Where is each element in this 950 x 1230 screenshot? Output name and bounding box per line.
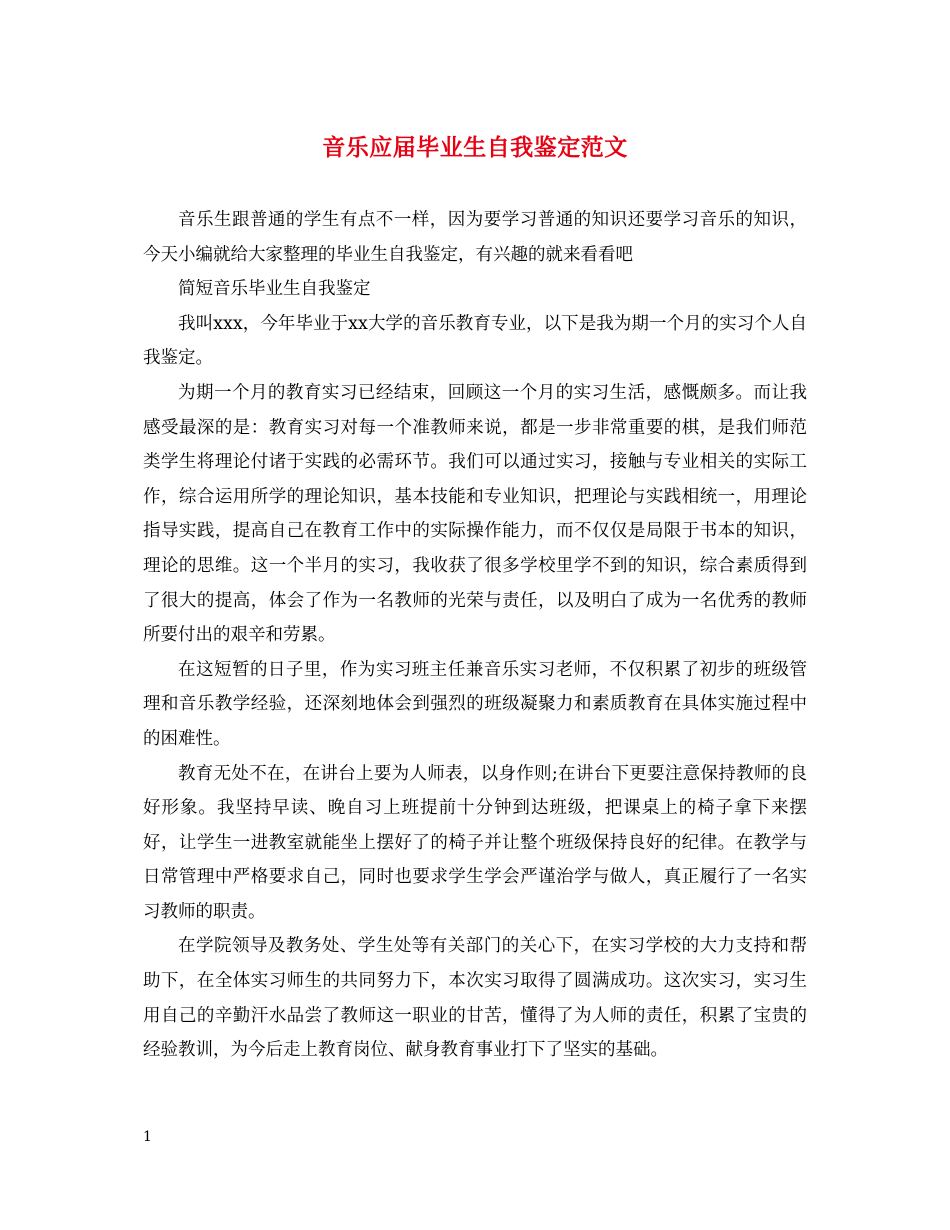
body-paragraph: 教育无处不在，在讲台上要为人师表，以身作则;在讲台下更要注意保持教师的良好形象。我坚持早读、晚自习上班提前十分钟到达班级，把课桌上的椅子拿下来摆好，让学生一进教室就能坐上摆好了的椅子并让整个班级保持良好的纪律。在教学与日常管理中严格要求自己，同时也要求学生学会严谨治学与做人，真正履行了一名实习教师的职责。 — [143, 763, 807, 922]
body-paragraph: 我叫xxx，今年毕业于xx大学的音乐教育专业，以下是我为期一个月的实习个人自我鉴定。 — [143, 313, 807, 369]
document-body — [143, 203, 807, 1068]
body-paragraph: 为期一个月的教育实习已经结束，回顾这一个月的实习生活，感慨颇多。而让我感受最深的是：教育实习对每一个准教师来说，都是一步非常重要的棋，是我们师范类学生将理论付诸于实践的必需环节。我们可以通过实习，接触与专业相关的实际工作，综合运用所学的理论知识，基本技能和专业知识，把理论与实践相统一，用理论指导实践，提高自己在教育工作中的实际操作能力，而不仅仅是局限于书本的知识，理论的思维。这一个半月的实习，我收获了很多学校里学不到的知识，综合素质得到了很大的提高，体会了作为一名教师的光荣与责任，以及明白了成为一名优秀的教师所要付出的艰辛和劳累。 — [143, 382, 807, 646]
body-paragraph: 在这短暂的日子里，作为实习班主任兼音乐实习老师，不仅积累了初步的班级管理和音乐教学经验，还深刻地体会到强烈的班级凝聚力和素质教育在具体实施过程中的困难性。 — [143, 659, 807, 749]
body-paragraph: 在学院领导及教务处、学生处等有关部门的关心下，在实习学校的大力支持和帮助下，在全体实习师生的共同努力下，本次实习取得了圆满成功。这次实习，实习生用自己的辛勤汗水品尝了教师这一职业的甘苦，懂得了为人师的责任，积累了宝贵的经验教训，为今后走上教育岗位、献身教育事业打下了坚实的基础。 — [143, 936, 807, 1061]
section-heading: 简短音乐毕业生自我鉴定 — [178, 279, 371, 300]
page-number: 1 — [143, 1129, 152, 1145]
document-title: 音乐应届毕业生自我鉴定范文 — [322, 134, 628, 161]
intro-paragraph: 音乐生跟普通的学生有点不一样，因为要学习普通的知识还要学习音乐的知识，今天小编就给大家整理的毕业生自我鉴定，有兴趣的就来看看吧 — [143, 210, 807, 265]
